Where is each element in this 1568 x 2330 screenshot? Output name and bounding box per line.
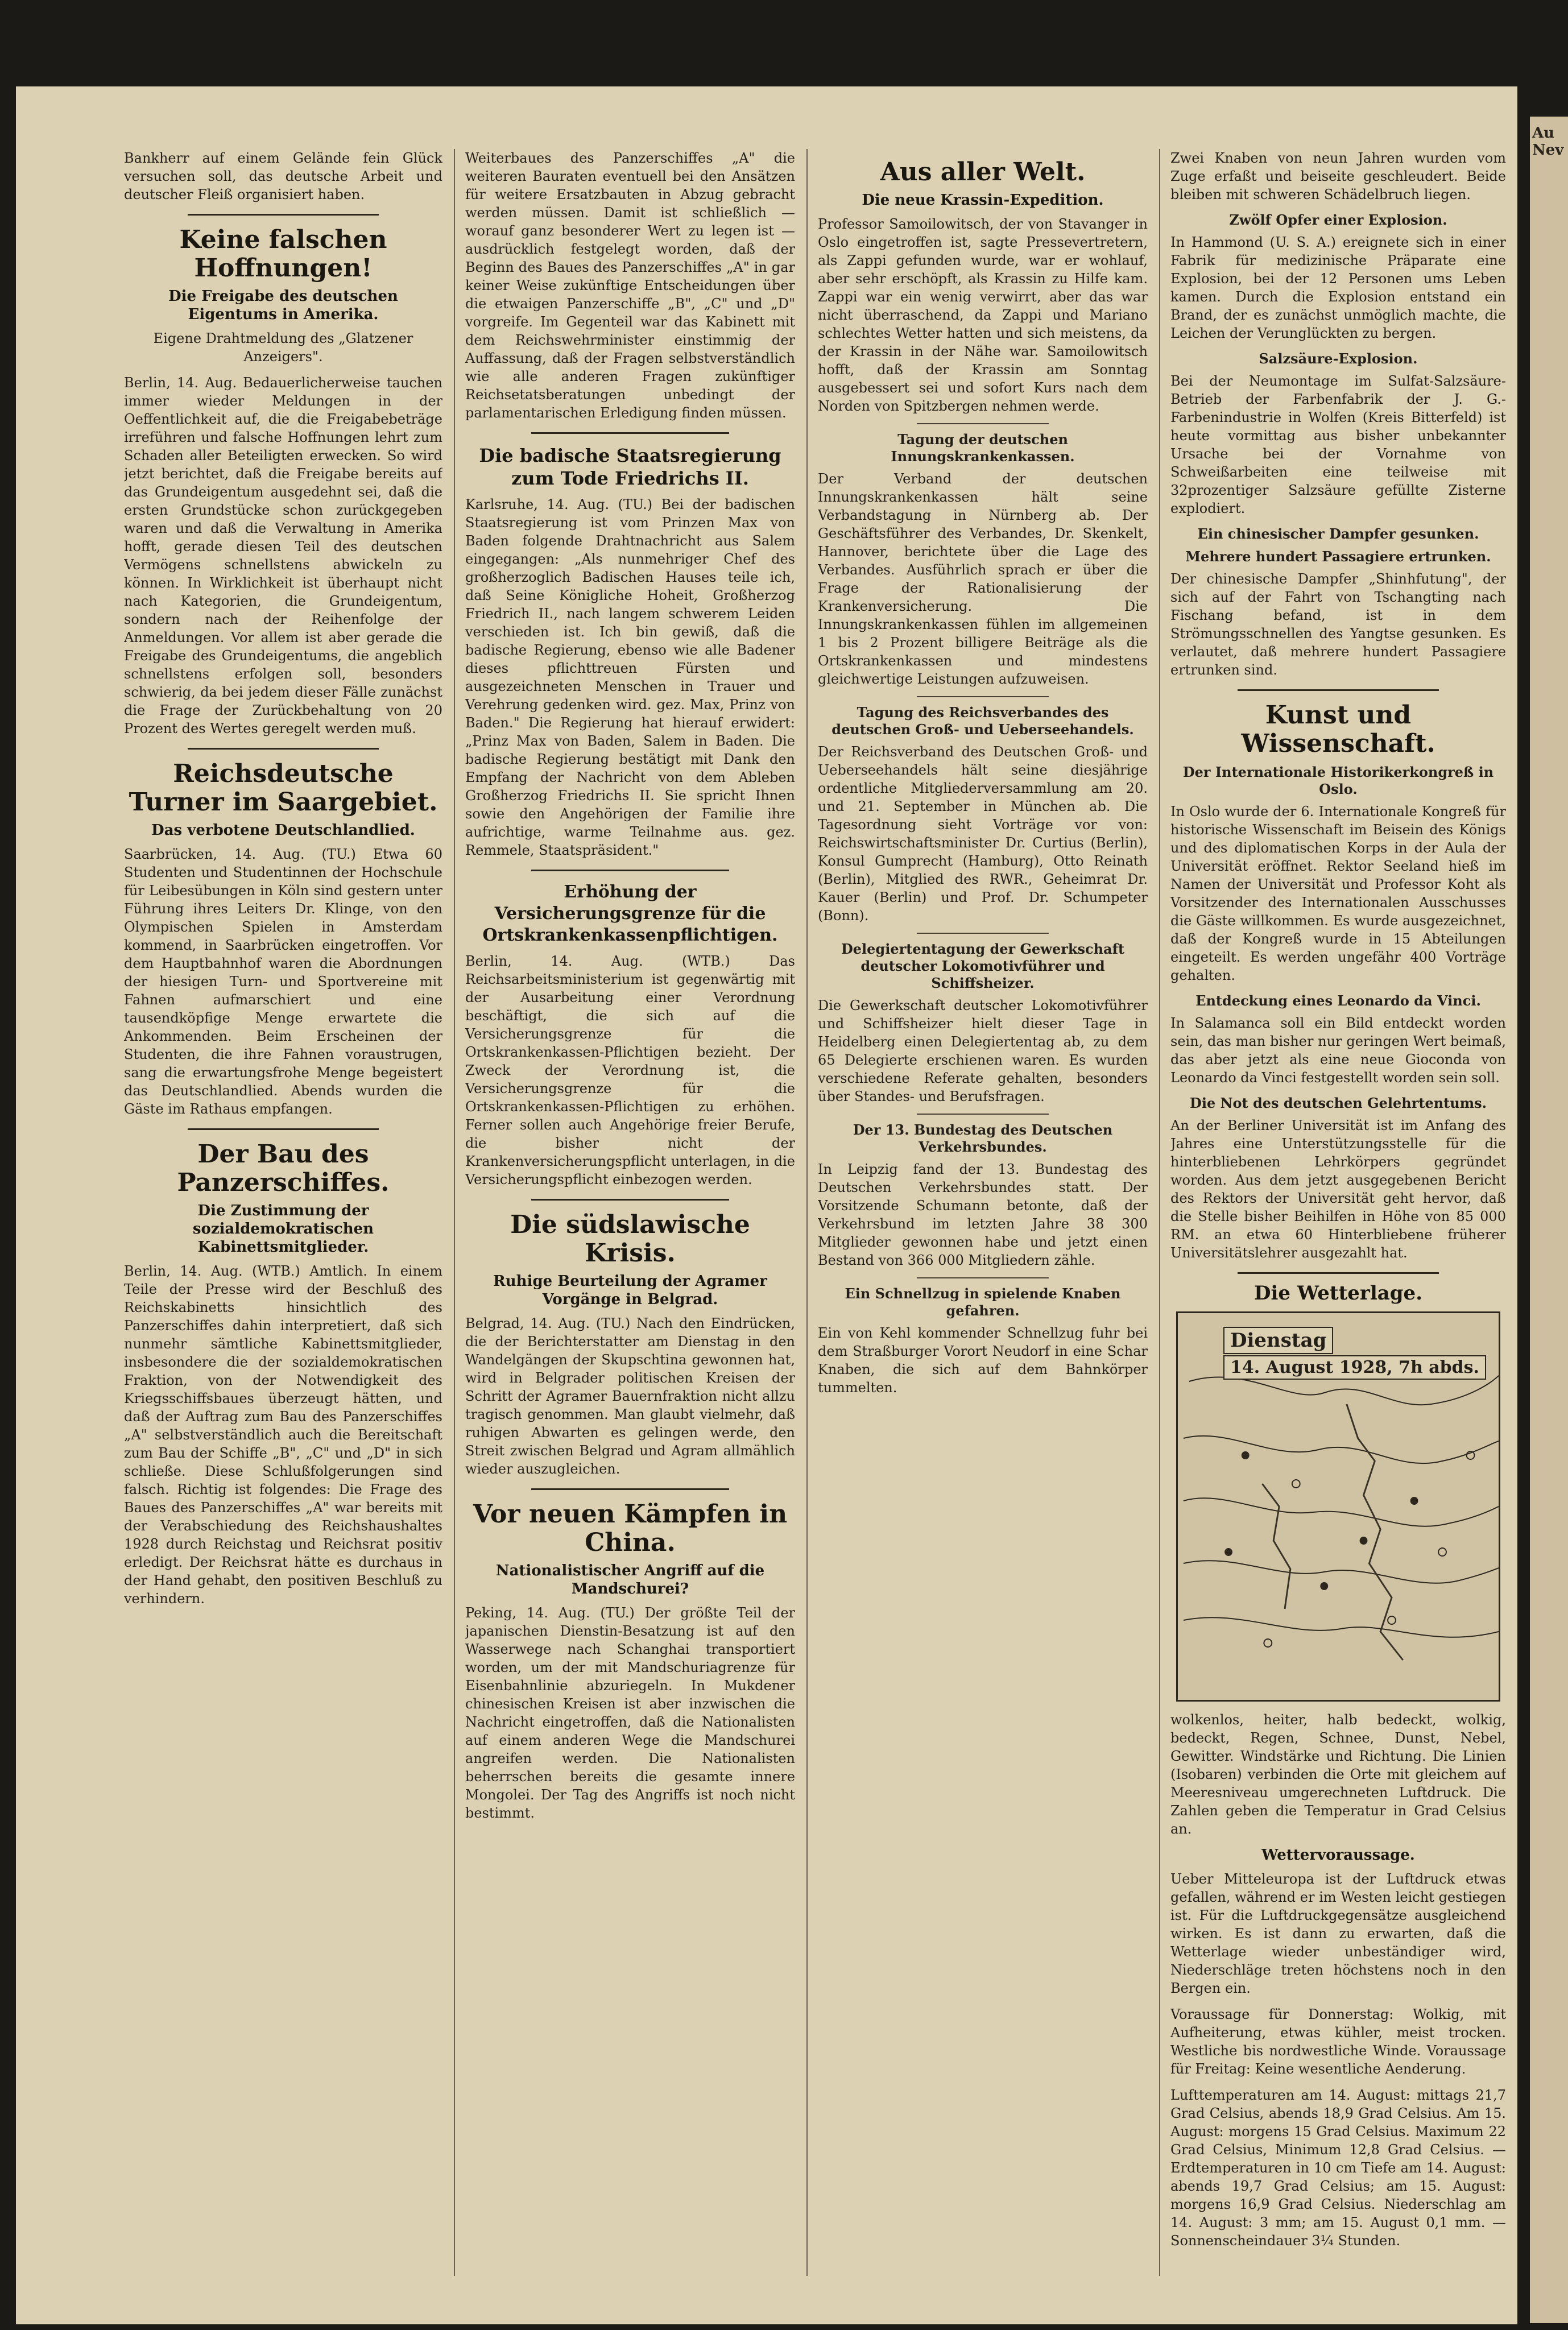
section-heading: Kunst und Wissenschaft. [1241, 701, 1435, 758]
column-2 [465, 149, 795, 2282]
weather-map-title: Dienstag [1223, 1327, 1333, 1354]
column-1 [124, 149, 442, 2282]
article-subheading: Die Zustimmung der sozialdemokratischen Kabinettsmitglieder. [192, 1202, 374, 1256]
section-divider [917, 1114, 1049, 1115]
adjacent-page-edge [1530, 117, 1568, 2323]
article-subheading: Die neue Krassin-Expedition. [862, 192, 1104, 209]
article-body: An der Berliner Universität ist im Anfang des Jahres eine Unterstützungsstelle für die hinterbliebenen Lehrkörpers gegründet worden. Aus dem jetzt ausgegebenen Bericht des Rektors der Universität geht hervor, daß die Stelle bisher Beihilfen in Höhe von 85 000 RM. an etwa 60 Hinterbliebene früherer Universitätslehrer ausgezahlt hat. [1170, 1118, 1506, 1261]
weather-map [1176, 1311, 1500, 1702]
section-heading: Aus aller Welt. [880, 158, 1086, 187]
article-heading: Ein chinesischer Dampfer gesunken. [1197, 525, 1479, 542]
article-body: In Leipzig fand der 13. Bundestag des Deutschen Verkehrsbundes statt. Der Vorsitzende Schumann betonte, daß der Verkehrsbund im letzten Jahre 38 300 Mitglieder gewonnen habe und jetzt einen Bestand von 366 000 Mitgliedern zähle. [818, 1161, 1148, 1268]
article-body: Die Gewerkschaft deutscher Lokomotivführer und Schiffsheizer hielt dieser Tage in Heidelberg einen Delegiertentag ab, zu dem 65 Delegierte erschienen waren. Es wurden verschiedene Referate gehalten, besonders über Standes- und Berufsfragen. [818, 998, 1148, 1104]
article-heading: Die südslawische Krisis. [510, 1210, 750, 1268]
article-body: Ein von Kehl kommender Schnellzug fuhr bei dem Straßburger Vorort Neudorf in eine Schar Knaben, die sich auf dem Bahnkörper tummelten. [818, 1325, 1148, 1396]
article-heading: Der Bau des Panzerschiffes. [177, 1140, 390, 1197]
article-subheading: Die Freigabe des deutschen Eigentums in Amerika. [168, 288, 398, 323]
article-heading: Die Wetterlage. [1253, 1282, 1423, 1305]
column-3 [818, 149, 1148, 2282]
article-body: Berlin, 14. Aug. (WTB.) Das Reichsarbeitsministerium ist gegenwärtig mit der Ausarbeitung einer Verordnung beschäftigt, die sich auf die Versicherungsgrenze für die Ortskrankenkassen-Pflichtigen bezieht. Der Zweck der Verordnung ist, die Versicherungsgrenze für die Ortskrankenkassen-Pflichtigen zu erhöhen. Ferner sollen auch Angehörige freier Berufe, die bisher nicht der Krankenversicherungspflicht unterlagen, in die Versicherungspflicht einbezogen werden. [465, 953, 795, 1187]
column-separator [806, 149, 808, 2276]
article-heading: Vor neuen Kämpfen in China. [473, 1500, 788, 1557]
article-body: Berlin, 14. Aug. Bedauerlicherweise tauchen immer wieder Meldungen in der Oeffentlichkeit auf, die die Freigabebeträge irreführen und falsche Hoffnungen lehrt zum Schaden aller Beteiligten erwecken. So wird jetzt berichtet, daß die Freigabe bereits auf das Grundeigentum ausgedehnt sei, daß die ersten Grundstücke schon zurückgegeben waren und daß die Verwaltung in Amerika hofft, gerade diesen Teil des deutschen Vermögens schnellstens abwickeln zu können. In Wirklichkeit ist überhaupt nicht nach Kategorien, die Grundeigentum, sondern nach der Reihenfolge der Anmeldungen. Vor allem ist aber gerade die Freigabe des Grundeigentums, die angeblich schnellstens erfolgen soll, besonders schwierig, da bei jedem dieser Fälle zunächst die Frage der Zurückbehaltung von 20 Prozent des Wertes geregelt werden muß. [124, 375, 442, 736]
column-1-intro: Bankherr auf einem Gelände fein Glück versuchen soll, das deutsche Arbeit und deutscher Fleiß organisiert haben. [124, 150, 442, 202]
section-divider [917, 933, 1049, 934]
weather-forecast: Voraussage für Donnerstag: Wolkig, mit Aufheiterung, etwas kühler, meist trocken. Westliche bis nordwestliche Winde. Voraussage für Freitag: Keine wesentliche Aenderung. [1170, 2006, 1506, 2077]
section-divider [188, 214, 379, 216]
article-subheading: Mehrere hundert Passagiere ertrunken. [1185, 548, 1491, 565]
section-divider [531, 1488, 729, 1490]
article-body: Belgrad, 14. Aug. (TU.) Nach den Eindrücken, die der Berichterstatter am Dienstag in den Wandelgängen der Skupschtina gewonnen hat, wird in Belgrader politischen Kreisen der Schritt der Agramer Bauernfraktion nicht allzu tragisch genommen. Man glaubt vielmehr, daß ruhigen Abwarten es gelingen werde, den Streit zwischen Belgrad und Agram allmählich wieder auszugleichen. [465, 1315, 795, 1477]
article-source: Eigene Drahtmeldung des „Glatzener Anzeigers". [153, 330, 413, 365]
section-divider [531, 870, 729, 871]
weather-temperatures: Lufttemperaturen am 14. August: mittags 21,7 Grad Celsius, abends 18,9 Grad Celsius. Am 15. August: morgens 15 Grad Celsius. Maximum 22 Grad Celsius, Minimum 12,8 Grad Celsius. — Erdtemperaturen in 10 cm Tiefe am 14. August: abends 19,7 Grad Celsius; am 15. August: morgens 16,9 Grad Celsius. Niederschlag am 14. August: 3 mm; am 15. August 0,1 mm. — Sonnenscheindauer 3¼ Stunden. [1170, 2087, 1506, 2249]
article-body: Zwei Knaben von neun Jahren wurden vom Zuge erfaßt und beiseite geschleudert. Beide bleiben mit schweren Schädelbruch liegen. [1170, 150, 1506, 202]
column-4 [1170, 149, 1506, 2282]
article-heading: Die badische Staatsregierung zum Tode Friedrichs II. [479, 445, 781, 489]
adjacent-page-text: Au Nev [1532, 125, 1564, 159]
section-divider [917, 1277, 1049, 1278]
section-divider [188, 1128, 379, 1130]
article-body: Bei der Neumontage im Sulfat-Salzsäure-Betrieb der Farbenfabrik der J. G.-Farbenindustrie in Wolfen (Kreis Bitterfeld) ist heute vormittag aus bisher unbekannter Ursache bei der Vornahme von Schweißarbeiten eine teilweise mit 32prozentiger Salzsäure gefüllte Zisterne explodiert. [1170, 373, 1506, 516]
article-heading: Die Not des deutschen Gelehrtentums. [1190, 1095, 1487, 1111]
section-divider [1238, 1272, 1439, 1274]
article-heading: Tagung des Reichsverbandes des deutschen Groß- und Ueberseehandels. [831, 704, 1134, 738]
newspaper-page [16, 86, 1517, 2324]
section-divider [531, 1199, 729, 1201]
article-body: In Hammond (U. S. A.) ereignete sich in einer Fabrik für medizinische Präparate eine Explosion, bei der 12 Personen ums Leben kamen. Durch die Explosion entstand ein Brand, der es zunächst unmöglich machte, die Leichen der Verunglückten zu bergen. [1170, 234, 1506, 341]
section-divider [531, 432, 729, 434]
article-body: Saarbrücken, 14. Aug. (TU.) Etwa 60 Studenten und Studentinnen der Hochschule für Leibesübungen in Köln sind gestern unter Führung ihres Leiters Dr. Klinge, von den Olympischen Spielen in Amsterdam kommend, in Saarbrücken eingetroffen. Vor dem Hauptbahnhof waren die Abordnungen der hiesigen Turn- und Sportvereine mit Fahnen aufmarschiert und eine tausendköpfige Menge erwartete die Ankommenden. Beim Erscheinen der Studenten, die ihre Fahnen voraustrugen, sang die erwartungsfrohe Menge begeistert das Deutschlandlied. Abends wurden die Gäste im Rathaus empfangen. [124, 846, 442, 1117]
article-subheading: Der Internationale Historikerkongreß in Oslo. [1182, 764, 1494, 797]
article-heading: Entdeckung eines Leonardo da Vinci. [1195, 992, 1481, 1009]
section-divider [1238, 689, 1439, 691]
article-body: Der Verband der deutschen Innungskrankenkassen hält seine Verbandstagung in Nürnberg ab. Der Geschäftsführer des Verbandes, Dr. Skenkelt, Hannover, berichtete über die Lage des Verbandes. Ausführlich sprach er über die Frage der Rationalisierung der Krankenversicherung. Die Innungskrankenkassen fühlen im allgemeinen 1 bis 2 Prozent billigere Beiträge als die Ortskrankenkassen und mindestens gleichwertige Leistungen aufzuweisen. [818, 471, 1148, 687]
article-body: Berlin, 14. Aug. (WTB.) Amtlich. In einem Teile der Presse wird der Beschluß des Reichskabinetts hinsichtlich des Panzerschiffes dahin interpretiert, daß sich nunmehr sämtliche Kabinettsmitglieder, insbesondere die der sozialdemokratischen Fraktion, von der Notwendigkeit des Kriegsschiffsbaues überzeugt hätten, und daß der Auftrag zum Bau des Panzerschiffes „A" selbstverständlich auch die Bereitschaft zum Bau der Schiffe „B", „C" und „D" in sich schließe. Diese Schlußfolgerungen sind falsch. Richtig ist folgendes: Die Frage des Baues des Panzerschiffes „A" war bereits mit der Verabschiedung des Reichshaushaltes 1928 durch Reichstag und Reichsrat positiv erledigt. Der Reichsrat hätte es durchaus in der Hand gehabt, den positiven Beschluß zu verhindern. [124, 1263, 442, 1607]
article-heading: Salzsäure-Explosion. [1259, 350, 1418, 367]
section-divider [917, 423, 1049, 424]
article-heading: Delegiertentagung der Gewerkschaft deutscher Lokomotivführer und Schiffsheizer. [841, 941, 1125, 991]
article-body: In Oslo wurde der 6. Internationale Kongreß für historische Wissenschaft im Beisein des Königs und des diplomatischen Korps in der Aula der Universität eröffnet. Rektor Seeland hieß im Namen der Universität und Professor Koht als Vorsitzender des Internationalen Ausschusses die Gäste willkommen. Es wurde ausgezeichnet, daß der Kongreß wurde in 15 Abteilungen eingeteilt. Es werden ungefähr 400 Vorträge gehalten. [1170, 804, 1506, 983]
article-body: Karlsruhe, 14. Aug. (TU.) Bei der badischen Staatsregierung ist vom Prinzen Max von Baden folgende Drahtnachricht aus Salem eingegangen: „Als nunmehriger Chef des großherzoglich Badischen Hauses teile ich, daß Seine Königliche Hoheit, Großherzog Friedrich II., nach langem schwerem Leiden verschieden ist. Ich bin gewiß, daß die badische Regierung, ebenso wie alle Badener dieses pflichttreuen Fürsten und ausgezeichneten Menschen in Trauer und Verehrung gedenken wird. gez. Max, Prinz von Baden." Die Regierung hat hierauf erwidert: „Prinz Max von Baden, Salem in Baden. Die badische Regierung bestätigt mit Dank den Empfang der Nachricht von dem Ableben Großherzog Friedrichs II. Sie spricht Ihnen sowie den Angehörigen der Familie ihre aufrichtige, warme Teilnahme aus. gez. Remmele, Staatspräsident." [465, 496, 795, 858]
weather-map-date: 14. August 1928, 7h abds. [1223, 1355, 1486, 1380]
article-heading: Erhöhung der Versicherungsgrenze für die Ortskrankenkassenpflichtigen. [482, 882, 778, 945]
article-heading: Ein Schnellzug in spielende Knaben gefahren. [845, 1285, 1121, 1319]
article-body: Ueber Mitteleuropa ist der Luftdruck etwas gefallen, während er im Westen leicht gestiegen ist. Für die Luftdruckgegensätze ausgleichend wirken. Es ist dann zu erwarten, daß die Wetterlage wieder unbeständiger wird, Niederschläge treten höchstens noch in den Bergen ein. [1170, 1871, 1506, 1996]
article-subheading: Ruhige Beurteilung der Agramer Vorgänge in Belgrad. [493, 1273, 767, 1308]
article-heading: Reichsdeutsche Turner im Saargebiet. [129, 759, 438, 817]
article-body: Peking, 14. Aug. (TU.) Der größte Teil der japanischen Dienstin-Besatzung ist auf den Wasserwege nach Schanghai transportiert worden, um der mit Mandschuriagrenze für Eisenbahnlinie abzuriegeln. In Mukdener chinesischen Kreisen ist aber inzwischen die Nachricht eingetroffen, daß die Nationalisten auf einem anderen Wege die Mandschurei angreifen werden. Die Nationalisten beherrschen bereits die gesamte innere Mongolei. Der Tag des Angriffs ist noch nicht bestimmt. [465, 1605, 795, 1821]
article-body: Der chinesische Dampfer „Shinhfutung", der sich auf der Fahrt von Tschangting nach Fischang befand, ist in dem Strömungsschnellen des Yangtse gesunken. Es verlautet, daß mehrere hundert Passagiere ertrunken sind. [1170, 571, 1506, 678]
article-heading: Tagung der deutschen Innungskrankenkassen. [891, 431, 1075, 465]
article-body: Weiterbaues des Panzerschiffes „A" die weiteren Bauraten eventuell bei den Ansätzen für weitere Ersatzbauten in Abzug gebracht werden müssen. Damit ist schließlich — worauf ganz besonderer Wert zu legen ist — ausdrücklich festgelegt worden, daß der Beginn des Baues des Panzerschiffes „A" in gar keiner Weise zukünftige Entscheidungen über die etwaigen Panzerschiffe „B", „C" und „D" vorgreife. Im Gegenteil war das Kabinett mit dem Reichswehrminister einstimmig der Auffassung, daß der Fragen selbstverständlich wie alle anderen Fragen zukünftiger Reichsetatsberatungen unbedingt der parlamentarischen Erledigung finden müssen. [465, 150, 795, 421]
article-heading: Zwölf Opfer einer Explosion. [1229, 212, 1447, 228]
article-heading: Der 13. Bundestag des Deutschen Verkehrsbundes. [853, 1121, 1113, 1155]
article-subheading: Das verbotene Deutschlandlied. [151, 822, 415, 839]
article-subheading: Nationalistischer Angriff auf die Mandschurei? [495, 1562, 765, 1598]
article-body: In Salamanca soll ein Bild entdeckt worden sein, das man bisher nur geringen Wert beimaß, das aber jetzt als eine neue Gioconda von Leonardo da Vinci festgestellt worden sein soll. [1170, 1015, 1506, 1086]
column-separator [454, 149, 455, 2276]
section-divider [917, 696, 1049, 697]
article-body: Professor Samoilowitsch, der von Stavanger in Oslo eingetroffen ist, sagte Pressevertretern, als Zappi gefunden wurde, war er wohlauf, aber sehr erschöpft, als Krassin zu Hilfe kam. Zappi war ein wenig verwirrt, aber das war nicht überraschend, da Zappi und Mariano schlechtes Wetter hatten und sich meistens, da der Krassin in der Nähe war. Samoilowitsch hofft, daß der Krassin am Sonntag ausgebessert sei und sofort Kurs nach dem Norden von Spitzbergen nehmen werde. [818, 216, 1148, 414]
weather-map-legend: wolkenlos, heiter, halb bedeckt, wolkig, bedeckt, Regen, Schnee, Dunst, Nebel, Gewitter. Windstärke und Richtung. Die Linien (Isobaren) verbinden die Orte mit gleichem auf Meeresniveau umgerechneten Luftdruck. Die Zahlen geben die Temperatur in Grad Celsius an. [1170, 1712, 1506, 1837]
article-heading: Wettervoraussage. [1261, 1847, 1415, 1864]
article-heading: Keine falschen Hoffnungen! [179, 225, 387, 283]
article-body: Der Reichsverband des Deutschen Groß- und Ueberseehandels hält seine diesjährige ordentliche Mitgliederversammlung am 20. und 21. September in München ab. Die Tagesordnung sieht Vorträge vor von: Reichswirtschaftsminister Dr. Curtius (Berlin), Konsul Gumprecht (Hamburg), Otto Reinath (Berlin), Mitglied des RWR., Geheimrat Dr. Kauer (Berlin) und Prof. Dr. Schumpeter (Bonn). [818, 744, 1148, 924]
section-divider [188, 748, 379, 750]
column-separator [1159, 149, 1160, 2276]
